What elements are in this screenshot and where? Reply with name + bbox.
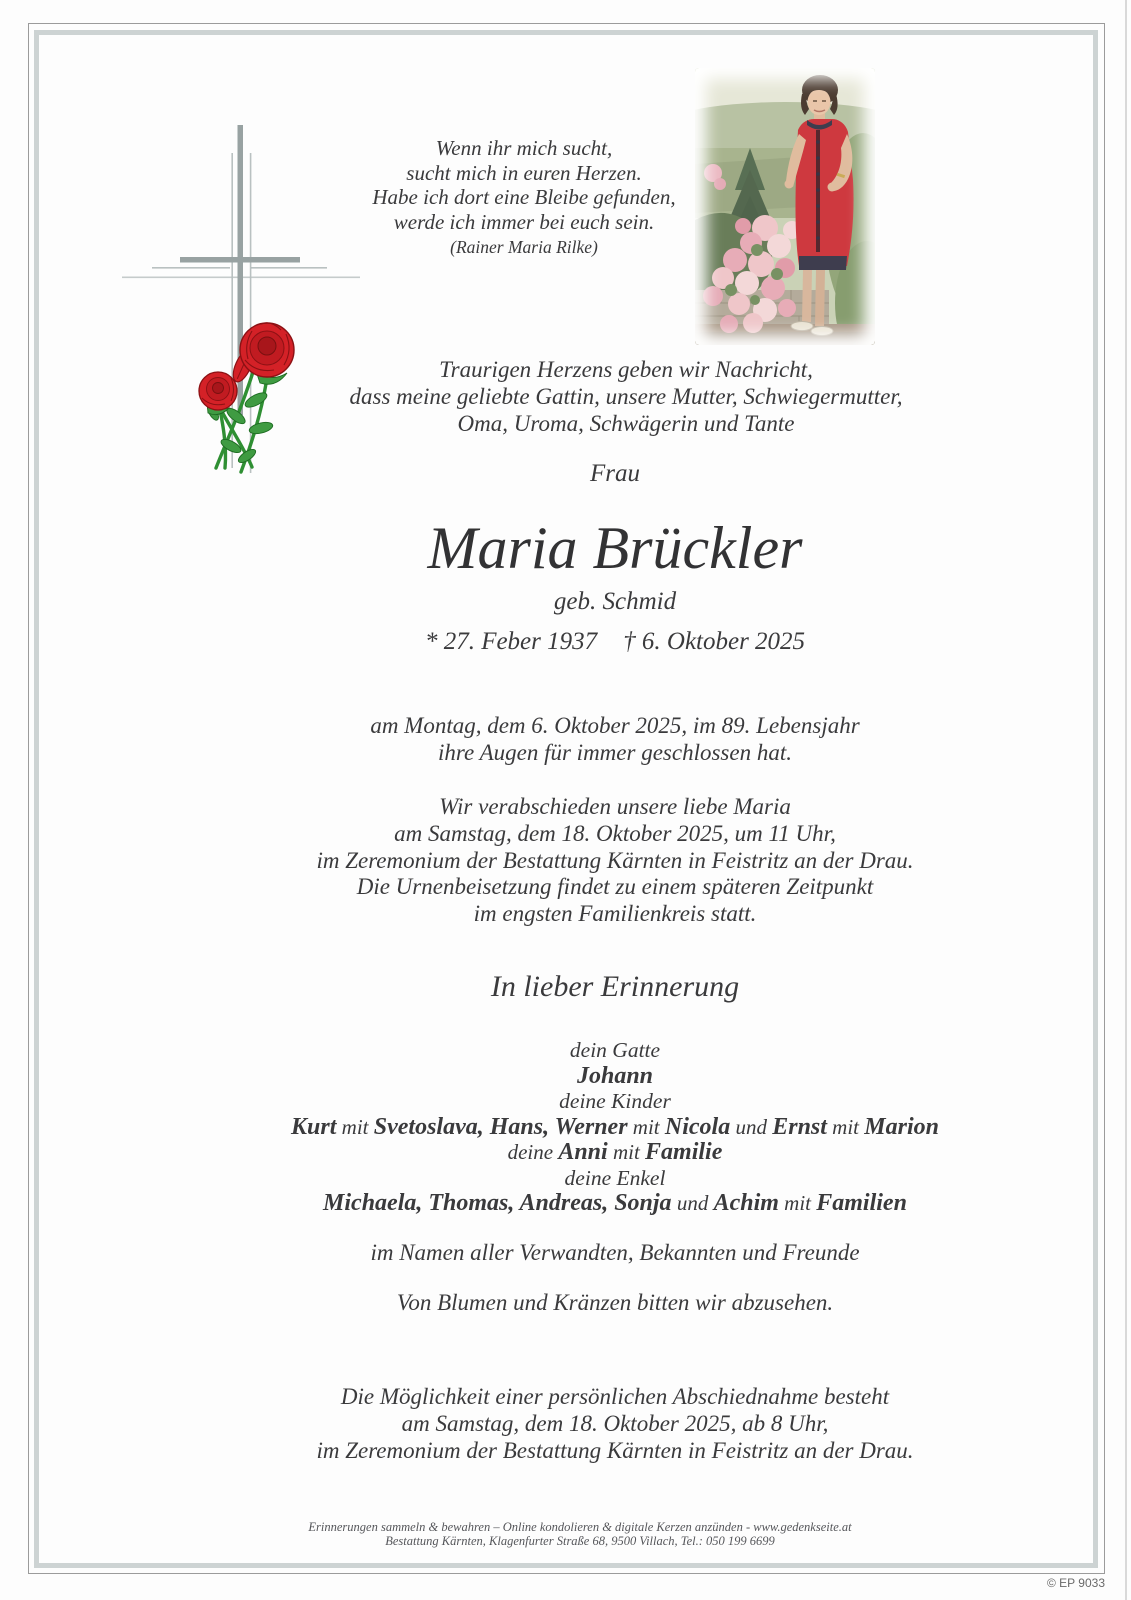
scan-edge-shadow [1125,0,1127,1600]
death-announcement [156,357,1096,437]
in-the-name-of-line: im Namen aller Verwandten, Bekannten und Freunde [370,1240,860,1265]
children-label: deine Kinder [559,1089,671,1113]
family-name-segment: Familien [816,1190,907,1216]
death-date: † 6. Oktober 2025 [623,628,806,655]
connector-segment: mit [826,1114,865,1139]
quote-line: Habe ich dort eine Bleibe gefunden, [372,185,676,209]
connector-segment: mit [607,1140,646,1164]
connector-segment: mit [778,1191,817,1215]
connector-segment: deine [507,1140,559,1164]
connector-segment: mit [627,1114,665,1139]
farewell-line: im engsten Familienkreis statt. [473,901,757,927]
mourning-family-list [145,1038,1085,1217]
footer-line-bestattung: Bestattung Kärnten, Klagenfurter Straße 68, 9500 Villach, Tel.: 050 199 6699 [385,1534,775,1548]
passing-line: am Montag, dem 6. Oktober 2025, im 89. Lebensjahr [370,713,860,738]
announcement-line: dass meine geliebte Gattin, unsere Mutter, Schwiegermutter, [349,383,903,409]
family-name-segment: Achim [713,1190,779,1216]
children-names [145,1115,1085,1141]
footer-line-gedenkseite: Erinnerungen sammeln & bewahren – Online kondolieren & digitale Kerzen anzünden - www.gedenkseite.at [308,1520,852,1534]
salutation: Frau [590,460,640,487]
viewing-line: Die Möglichkeit einer persönlichen Abschiednahme besteht [340,1384,890,1409]
connector-segment: und [730,1114,773,1139]
passing-line: ihre Augen für immer geschlossen hat. [438,740,792,765]
opening-quote [254,136,794,260]
viewing-line: im Zeremonium der Bestattung Kärnten in Feistritz an der Drau. [316,1437,914,1463]
announcement-line: Oma, Uroma, Schwägerin und Tante [457,410,795,436]
viewing-info-paragraph [145,1384,1085,1464]
family-name-segment: Anni [558,1139,608,1165]
family-name-segment: Kurt [291,1113,337,1140]
maiden-name: geb. Schmid [553,588,677,615]
quote-line: Wenn ihr mich sucht, [435,136,613,160]
quote-attribution: (Rainer Maria Rilke) [450,237,598,257]
connector-segment: mit [336,1114,374,1139]
funeral-home-footer [110,1520,1050,1548]
connector-segment: und [671,1191,714,1215]
quote-line: werde ich immer bei euch sein. [393,209,655,234]
family-name-segment: Ernst [772,1113,827,1140]
family-name-segment: Familie [645,1139,723,1165]
announcement-line: Traurigen Herzens geben wir Nachricht, [439,357,813,382]
grandchildren-names [145,1191,1085,1217]
life-dates [145,628,1085,656]
grandchildren-label: deine Enkel [564,1165,666,1190]
farewell-line: im Zeremonium der Bestattung Kärnten in Feistritz an der Drau. [316,847,914,873]
viewing-line: am Samstag, dem 18. Oktober 2025, ab 8 Uhr, [401,1410,829,1436]
print-copyright-code: © EP 9033 [1047,1576,1105,1590]
family-name-segment: Michaela, Thomas, Andreas, Sonja [323,1190,672,1216]
passing-paragraph [145,712,1085,766]
husband-name: Johann [576,1062,654,1089]
husband-label: dein Gatte [569,1038,661,1062]
daughter-names [145,1140,1085,1166]
quote-line: sucht mich in euren Herzen. [406,160,642,185]
family-name-segment: Nicola [664,1113,731,1140]
deceased-name: Maria Brückler [427,515,803,581]
farewell-line: Wir verabschieden unsere liebe Maria [439,794,791,819]
farewell-paragraph [145,794,1085,928]
family-name-segment: Marion [864,1113,939,1140]
farewell-line: Die Urnenbeisetzung findet zu einem späteren Zeitpunkt [356,874,874,900]
farewell-line: am Samstag, dem 18. Oktober 2025, um 11 Uhr, [394,820,836,846]
birth-date: * 27. Feber 1937 [424,628,598,655]
no-flowers-note: Von Blumen und Kränzen bitten wir abzusehen. [396,1290,834,1315]
family-name-segment: Svetoslava, Hans, Werner [373,1113,628,1140]
remembrance-title: In lieber Erinnerung [490,970,740,1003]
